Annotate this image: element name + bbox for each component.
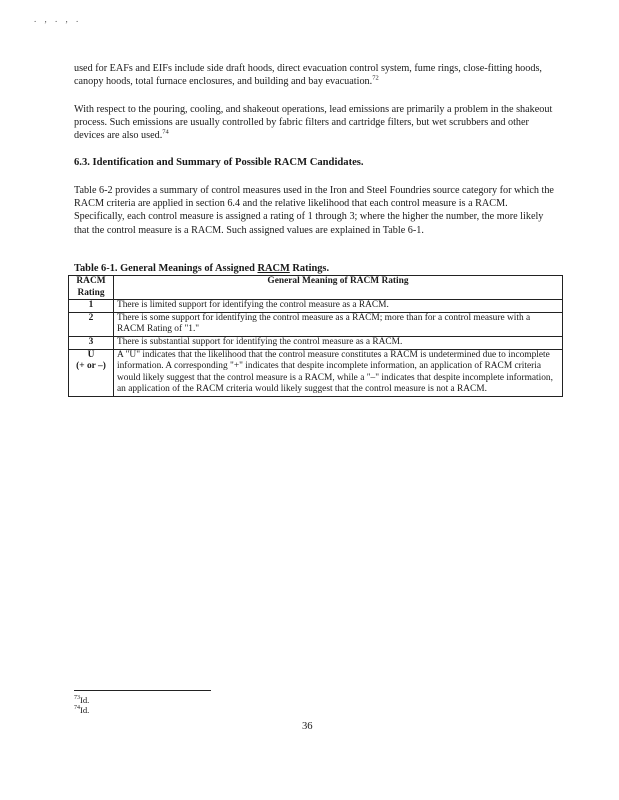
footnote-ref-74: 74 xyxy=(162,129,169,137)
footnote-item xyxy=(74,695,89,705)
paragraph-table-summary: Table 6-2 provides a summary of control measures used in the Iron and Steel Foundries source category for which the RACM criteria are applied in section 6.4 and the relative likelihood that each control measure is a RACM. Specifically, each control measure is assigned a rating of 1 through 3; where the higher the number, the more likely that the control measure is a RACM. Such assigned values are explained in Table 6-1. xyxy=(74,185,554,236)
footnote-item xyxy=(74,705,89,715)
footnote-text: Id. xyxy=(80,695,90,705)
footnotes xyxy=(74,695,89,715)
rating-sub: (+ or –) xyxy=(76,361,106,372)
header-racm-rating: RACM Rating xyxy=(69,276,114,300)
footnote-number: 73 xyxy=(74,695,80,702)
meaning-cell: There is substantial support for identifying the control measure as a RACM. xyxy=(114,336,563,349)
table-row xyxy=(69,349,563,396)
table-row xyxy=(69,312,563,336)
rating-cell: 1 xyxy=(69,300,114,313)
rating-cell xyxy=(69,349,114,396)
table-title-underlined: RACM xyxy=(257,263,290,274)
table-title-suffix: Ratings. xyxy=(289,263,330,274)
table-header-row xyxy=(69,276,563,300)
paragraph-2-text: With respect to the pouring, cooling, and shakeout operations, lead emissions are primarily a problem in the shakeout process. Such emissions are usually controlled by fabric filters and cartridge filters, but wet scrubbers and other devices are also used. xyxy=(74,104,553,142)
footnote-divider xyxy=(74,690,211,691)
table-title xyxy=(74,263,329,274)
footnote-text: Id. xyxy=(80,705,90,715)
racm-ratings-table xyxy=(68,275,563,397)
table-row xyxy=(69,336,563,349)
rating-value: U xyxy=(87,349,95,360)
table-row xyxy=(69,300,563,313)
paragraph-lead-emissions xyxy=(74,103,556,143)
meaning-cell: A "U" indicates that the likelihood that the control measure constitutes a RACM is undetermined due to incomplete information. A corresponding "+" indicates that despite incomplete information, an application of RACM criteria would likely suggest that the control measure is a RACM, while a "–" indicates that despite incomplete information, an application of the RACM criteria would likely suggest that the control measure is not a RACM. xyxy=(114,349,563,396)
rating-cell: 3 xyxy=(69,336,114,349)
footnote-number: 74 xyxy=(74,705,80,712)
footnote-ref-72: 72 xyxy=(372,74,379,82)
paragraph-1-text: used for EAFs and EIFs include side draft hoods, direct evacuation control system, fume rings, close-fitting hoods, canopy hoods, total furnace enclosures, and building and bay evacuation. xyxy=(74,63,542,88)
header-general-meaning: General Meaning of RACM Rating xyxy=(114,276,563,300)
paragraph-control-systems xyxy=(74,62,556,88)
meaning-cell: There is limited support for identifying the control measure as a RACM. xyxy=(114,300,563,313)
table-title-prefix: Table 6-1. General Meanings of Assigned xyxy=(74,263,258,274)
page-number: 36 xyxy=(302,721,313,732)
meaning-cell: There is some support for identifying the control measure as a RACM; more than for a control measure with a RACM Rating of "1." xyxy=(114,312,563,336)
rating-cell: 2 xyxy=(69,312,114,336)
scan-artifact-mark: . , . , . xyxy=(34,14,82,24)
section-heading: 6.3. Identification and Summary of Possible RACM Candidates. xyxy=(74,157,364,168)
